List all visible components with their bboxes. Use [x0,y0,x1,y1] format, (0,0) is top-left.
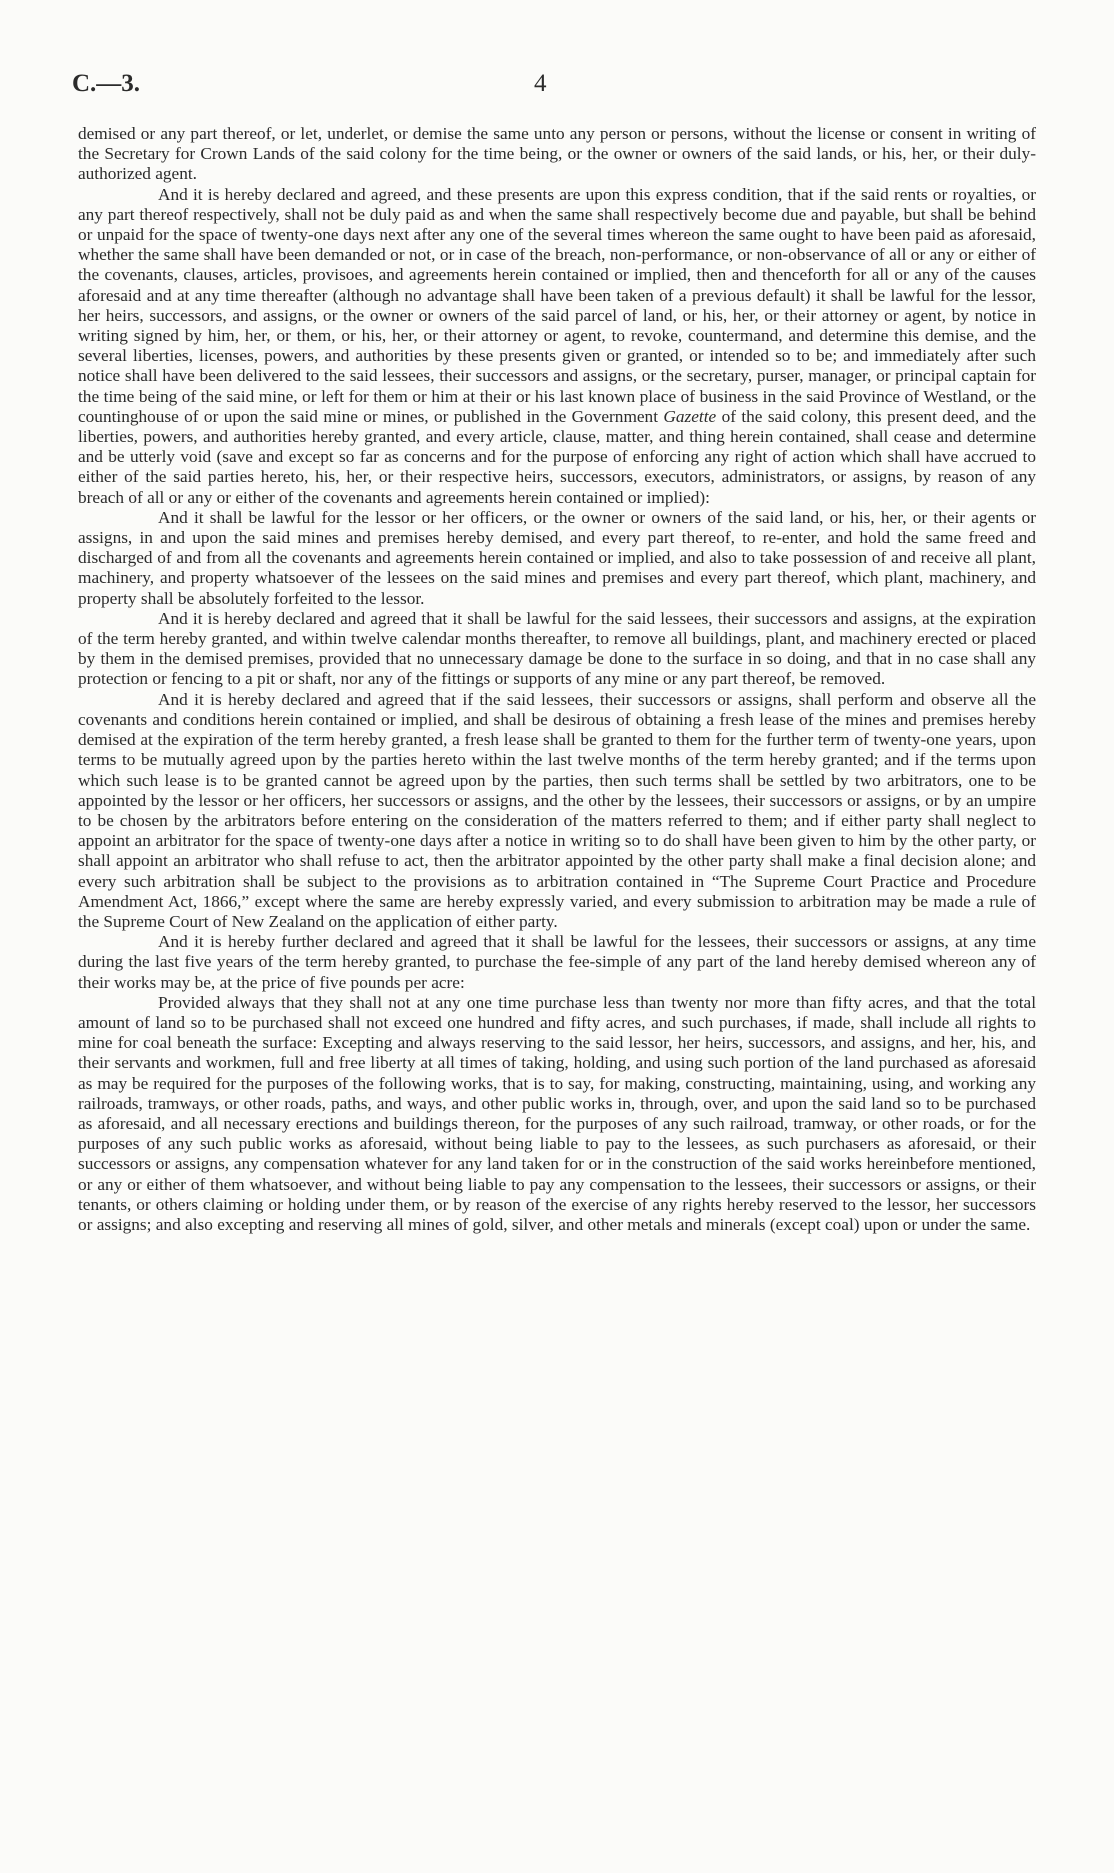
paragraph-2-text: And it is hereby declared and agreed, and these presents are upon this express condition, that if the said rents or royalties, or any part thereof respectively, shall not be duly paid as and when the same shall respectively become due and payable, but shall be behind or unpaid for the space of twenty-one days next after any one of the several times whereon the same ought to have been paid as aforesaid, whether the same shall have been demanded or not, or in case of the breach, non-performance, or non-observance of all or any or either of the covenants, clauses, articles, provisoes, and agreements herein contained or implied, then and thenceforth for all or any of the causes aforesaid and at any time thereafter (although no advantage shall have been taken of a previous default) it shall be lawful for the lessor, her heirs, successors, and assigns, or the owner or owners of the said parcel of land, or his, her, or their attorney or agent, by notice in writing signed by him, her, or them, or his, her, or their attorney or agent, to revoke, countermand, and determine this demise, and the several liberties, licenses, powers, and authorities by these presents given or granted, or intended so to be; and immediately after such notice shall have been delivered to the said lessees, their successors and assigns, or the secretary, purser, manager, or principal captain for the time being of the said mine, or left for them or him at their or his last known place of business in the said Province of Westland, or the countinghouse of or upon the said mine or mines, or published in the Government [78,184,1036,426]
page-number: 4 [534,70,547,97]
paragraph-2 [78,185,1036,508]
paragraph-3: And it shall be lawful for the lessor or her officers, or the owner or owners of the said land, or his, her, or their agents or assigns, in and upon the said mines and premises hereby demised, and every part thereof, to re-enter, and hold the same freed and discharged of and from all the covenants and agreements herein contained or implied, and also to take possession of and receive all plant, machinery, and property whatsoever of the lessees on the said mines and premises and every part thereof, which plant, machinery, and property shall be absolutely forfeited to the lessor. [78,507,1036,608]
gazette-title: Gazette [663,406,717,426]
paragraph-6: And it is hereby further declared and agreed that it shall be lawful for the lessees, their successors or assigns, at any time during the last five years of the term hereby granted, to purchase the fee-simple of any part of the land hereby demised whereon any of their works may be, at the price of five pounds per acre: [78,932,1036,992]
paragraph-5: And it is hereby declared and agreed that if the said lessees, their successors or assigns, shall perform and observe all the covenants and conditions herein contained or implied, and shall be desirous of obtaining a fresh lease of the mines and premises hereby demised at the expiration of the term hereby granted, a fresh lease shall be granted to them for the further term of twenty-one years, upon terms to be mutually agreed upon by the parties hereto within the last twelve months of the term hereby granted; and if the terms upon which such lease is to be granted cannot be agreed upon by the parties, then such terms shall be settled by two arbitrators, one to be appointed by the lessor or her officers, her successors or assigns, and the other by the lessees, their successors or assigns, or by an umpire to be chosen by the arbitrators before entering on the consideration of the matters referred to them; and if either party shall neglect to appoint an arbitrator for the space of twenty-one days after a notice in writing so to do shall have been given to him by the other party, or shall appoint an arbitrator who shall refuse to act, then the arbitrator appointed by the other party shall make a final decision alone; and every such arbitration shall be subject to the provisions as to arbitration contained in “The Supreme Court Practice and Procedure Amendment Act, 1866,” except where the same are hereby expressly varied, and every submission to arbitration may be made a rule of the Supreme Court of New Zealand on the application of either party. [78,689,1036,931]
document-reference: C.—3. [72,70,141,97]
paragraph-7: Provided always that they shall not at any one time purchase less than twenty nor more than fifty acres, and that the total amount of land so to be purchased shall not exceed one hundred and fifty acres, and such purchases, if made, shall include all rights to mine for coal beneath the surface: Excepting and always reserving to the said lessor, her heirs, successors, and assigns, and her, his, and their servants and workmen, full and free liberty at all times of taking, holding, and using such portion of the land purchased as aforesaid as may be required for the purposes of the following works, that is to say, for making, constructing, maintaining, using, and working any railroads, tramways, or other roads, paths, and ways, and other public works in, through, over, and upon the said land so to be purchased as aforesaid, and all necessary erections and buildings thereon, for the purposes of any such railroad, tramway, or other roads, or for the purposes of any such public works as aforesaid, without being liable to pay to the lessees, as such purchasers as aforesaid, or their successors or assigns, any compensation whatever for any land taken for or in the construction of the said works hereinbefore mentioned, or any or either of them whatsoever, and without being liable to pay any compensation to the lessees, their successors or assigns, or their tenants, or others claiming or holding under them, or by reason of the exercise of any rights hereby reserved to the lessor, her successors or assigns; and also excepting and reserving all mines of gold, silver, and other metals and minerals (except coal) upon or under the same. [78,992,1036,1234]
paragraph-4: And it is hereby declared and agreed that it shall be lawful for the said lessees, their successors and assigns, at the expiration of the term hereby granted, and within twelve calendar months thereafter, to remove all buildings, plant, and machinery erected or placed by them in the demised premises, provided that no unnecessary damage be done to the surface in so doing, and that in no case shall any protection or fencing to a pit or shaft, nor any of the fittings or supports of any mine or any part thereof, be removed. [78,608,1036,689]
paragraph-1: demised or any part thereof, or let, underlet, or demise the same unto any person or persons, without the license or consent in writing of the Secretary for Crown Lands of the said colony for the time being, or the owner or owners of the said lands, or his, her, or their duly-authorized agent. [78,124,1036,184]
page-header [72,70,1040,110]
document-body [78,124,1036,1235]
paragraph-2-continued: of the said colony, this present deed, and the liberties, powers, and authorities hereby granted, and every article, clause, matter, and thing herein contained, shall cease and determine and be utterly void (save and except so far as concerns and for the purpose of enforcing any right of action which shall have accrued to either of the said parties hereto, his, her, or their respective heirs, successors, executors, administrators, or assigns, by reason of any breach of all or any or either of the covenants and agreements herein contained or implied): [78,406,1036,507]
